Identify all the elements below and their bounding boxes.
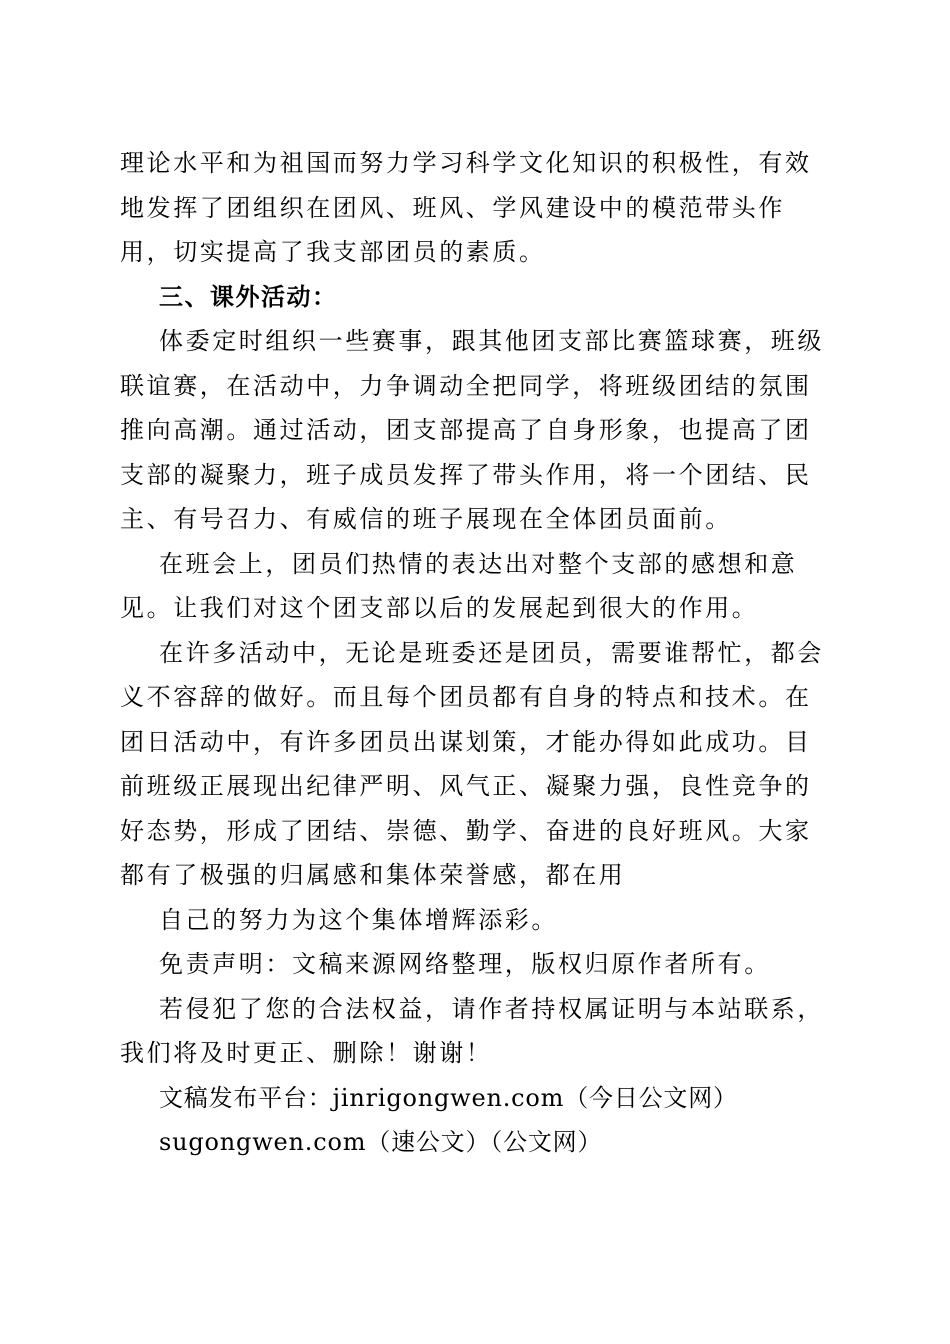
document-body — [120, 141, 830, 1165]
paragraph-activities: 体委定时组织一些赛事，跟其他团支部比赛篮球赛，班级联谊赛，在活动中，力争调动全把同学，将班级团结的氛围推向高潮。通过活动，团支部提高了自身形象，也提高了团支部的凝聚力，班子成员发挥了带头作用，将一个团结、民主、有号召力、有威信的班子展现在全体团员面前。 — [120, 327, 824, 533]
paragraph-continuation: 理论水平和为祖国而努力学习科学文化知识的积极性，有效地发挥了团组织在团风、班风、学风建设中的模范带头作用，切实提高了我支部团员的素质。 — [120, 149, 812, 266]
paragraph-closing: 自己的努力为这个集体增辉添彩。 — [159, 905, 558, 934]
copyright-notice: 若侵犯了您的合法权益，请作者持权属证明与本站联系，我们将及时更正、删除！谢谢！ — [120, 994, 824, 1067]
publisher-line: 文稿发布平台：jinrigongwen.com（今日公文网） — [159, 1083, 738, 1112]
section-heading-extracurricular: 三、课外活动： — [159, 282, 338, 311]
disclaimer-text: 免责声明：文稿来源网络整理，版权归原作者所有。 — [159, 950, 771, 978]
paragraph-team-spirit: 在许多活动中，无论是班委还是团员，需要谁帮忙，都会义不容辞的做好。而且每个团员都有自身的特点和技术。在团日活动中，有许多团员出谋划策，才能办得如此成功。目前班级正展现出纪律严明、风气正、凝聚力强，良性竞争的好态势，形成了团结、崇德、勤学、奋进的良好班风。大家都有了极强的归属感和集体荣誉感，都在用 — [120, 638, 824, 889]
publisher-line-2: sugongwen.com（速公文）（公文网） — [159, 1128, 603, 1156]
paragraph-class-meeting: 在班会上，团员们热情的表达出对整个支部的感想和意见。让我们对这个团支部以后的发展起到很大的作用。 — [120, 549, 798, 622]
